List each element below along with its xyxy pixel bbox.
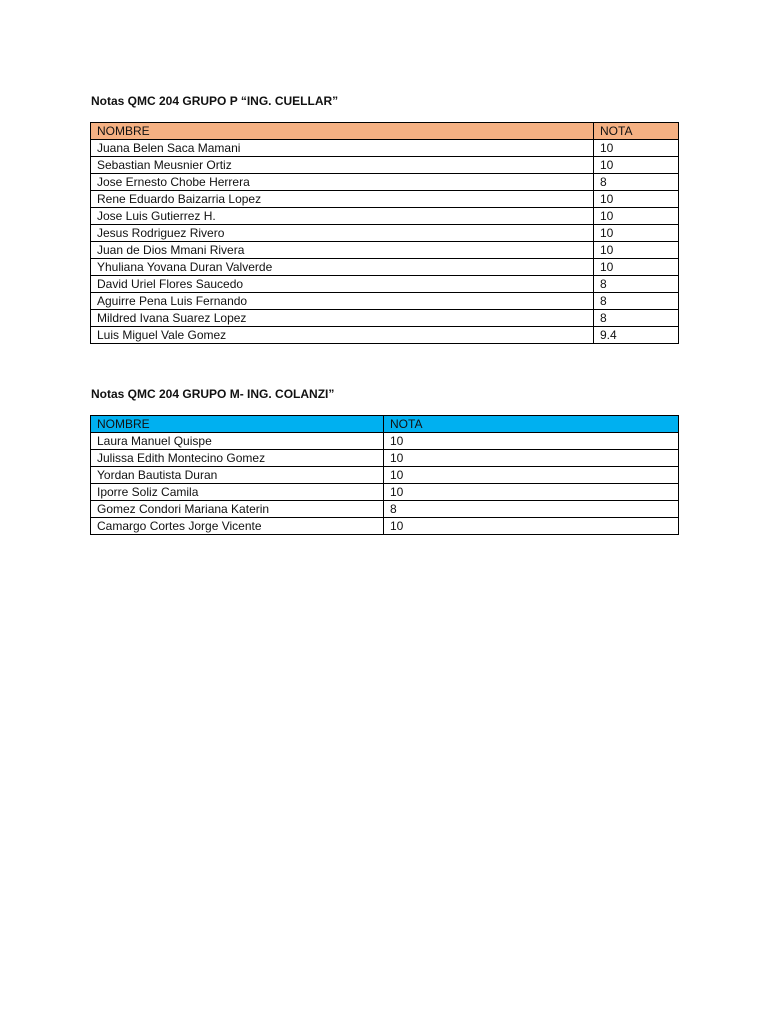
student-name-cell: Iporre Soliz Camila: [91, 484, 384, 501]
grade-cell: 8: [594, 174, 679, 191]
table-row: [91, 157, 679, 174]
column-header-nota: NOTA: [384, 416, 679, 433]
grade-cell: 10: [384, 467, 679, 484]
grade-cell: 10: [594, 208, 679, 225]
grades-table: [90, 122, 679, 344]
table-header-row: [91, 416, 679, 433]
student-name-cell: Gomez Condori Mariana Katerin: [91, 501, 384, 518]
grade-cell: 10: [594, 225, 679, 242]
column-header-nombre: NOMBRE: [91, 416, 384, 433]
table-row: [91, 276, 679, 293]
student-name-cell: Jesus Rodriguez Rivero: [91, 225, 594, 242]
student-name-cell: Aguirre Pena Luis Fernando: [91, 293, 594, 310]
grade-cell: 10: [384, 484, 679, 501]
column-header-nota: NOTA: [594, 123, 679, 140]
grade-cell: 10: [384, 518, 679, 535]
grade-cell: 8: [594, 310, 679, 327]
table-row: [91, 433, 679, 450]
table-row: [91, 242, 679, 259]
student-name-cell: David Uriel Flores Saucedo: [91, 276, 594, 293]
student-name-cell: Jose Ernesto Chobe Herrera: [91, 174, 594, 191]
student-name-cell: Yordan Bautista Duran: [91, 467, 384, 484]
table-header-row: [91, 123, 679, 140]
grade-cell: 8: [384, 501, 679, 518]
student-name-cell: Camargo Cortes Jorge Vicente: [91, 518, 384, 535]
grade-cell: 9.4: [594, 327, 679, 344]
grade-cell: 8: [594, 276, 679, 293]
grade-cell: 10: [384, 433, 679, 450]
table-row: [91, 191, 679, 208]
table-row: [91, 467, 679, 484]
grades-table: [90, 415, 679, 535]
student-name-cell: Yhuliana Yovana Duran Valverde: [91, 259, 594, 276]
table-row: [91, 293, 679, 310]
grade-cell: 8: [594, 293, 679, 310]
grade-cell: 10: [594, 242, 679, 259]
table-row: [91, 174, 679, 191]
student-name-cell: Mildred Ivana Suarez Lopez: [91, 310, 594, 327]
student-name-cell: Sebastian Meusnier Ortiz: [91, 157, 594, 174]
column-header-nombre: NOMBRE: [91, 123, 594, 140]
table-row: [91, 327, 679, 344]
grade-cell: 10: [384, 450, 679, 467]
section-title: Notas QMC 204 GRUPO M- ING. COLANZI”: [91, 387, 335, 401]
section-title: Notas QMC 204 GRUPO P “ING. CUELLAR”: [91, 94, 339, 108]
student-name-cell: Jose Luis Gutierrez H.: [91, 208, 594, 225]
student-name-cell: Juana Belen Saca Mamani: [91, 140, 594, 157]
grade-cell: 10: [594, 259, 679, 276]
table-row: [91, 140, 679, 157]
student-name-cell: Juan de Dios Mmani Rivera: [91, 242, 594, 259]
grade-cell: 10: [594, 191, 679, 208]
table-row: [91, 310, 679, 327]
student-name-cell: Laura Manuel Quispe: [91, 433, 384, 450]
student-name-cell: Rene Eduardo Baizarria Lopez: [91, 191, 594, 208]
grade-cell: 10: [594, 140, 679, 157]
table-row: [91, 225, 679, 242]
table-row: [91, 484, 679, 501]
table-row: [91, 518, 679, 535]
table-row: [91, 450, 679, 467]
table-row: [91, 259, 679, 276]
student-name-cell: Luis Miguel Vale Gomez: [91, 327, 594, 344]
table-row: [91, 208, 679, 225]
student-name-cell: Julissa Edith Montecino Gomez: [91, 450, 384, 467]
grade-cell: 10: [594, 157, 679, 174]
table-row: [91, 501, 679, 518]
